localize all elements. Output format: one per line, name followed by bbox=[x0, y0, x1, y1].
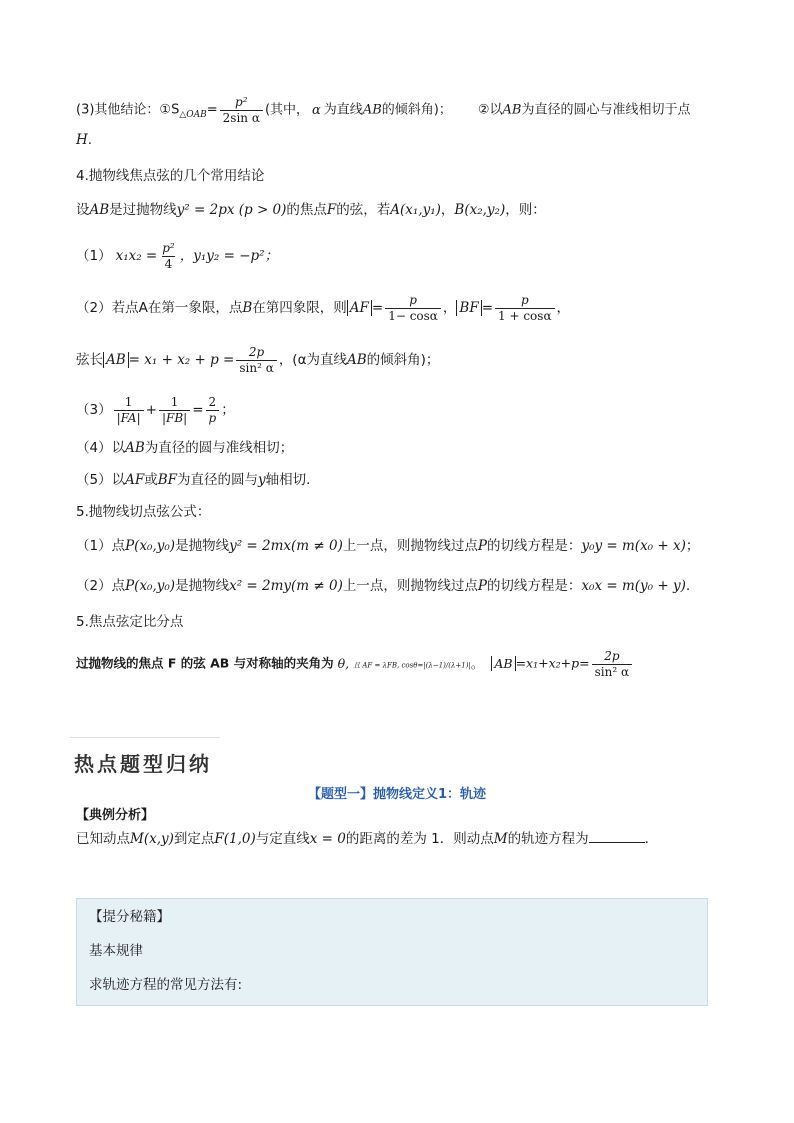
item-1-num: p² bbox=[162, 241, 175, 255]
focal-ratio-theta: θ, bbox=[337, 655, 350, 671]
example-text-e: 的轨迹方程为 bbox=[507, 831, 589, 847]
focal-ratio-x2: x₂ bbox=[548, 655, 561, 671]
conclusion-3-alpha: α bbox=[312, 102, 321, 118]
tip-box-line-1: 基本规律 bbox=[89, 943, 143, 959]
chord-fraction bbox=[236, 346, 276, 374]
tangent-1-d: 的切线方程是： bbox=[486, 538, 582, 554]
intro-f: F bbox=[326, 202, 337, 218]
tangent-2-p: P(x₀,y₀) bbox=[125, 578, 176, 594]
conclusion-3-second-lead: ②以 bbox=[477, 102, 503, 118]
item-3-fraction-1 bbox=[114, 396, 144, 424]
example-question bbox=[76, 828, 649, 849]
item-4 bbox=[76, 438, 293, 458]
focal-ratio-tiny-formula: 且 AF = λFB, cosθ=|(λ−1)/(λ+1)| bbox=[353, 661, 471, 670]
tangent-1-b: 是抛物线 bbox=[175, 538, 230, 554]
item-1-lhs: x₁x₂ = bbox=[115, 248, 158, 265]
focal-ratio-den: sin² α bbox=[592, 664, 632, 679]
item-2-fraction-2 bbox=[495, 294, 555, 322]
item-3-fraction-2 bbox=[159, 396, 190, 424]
item-1-den: 4 bbox=[162, 256, 176, 271]
focal-ratio-fraction bbox=[592, 650, 632, 678]
item-1-rest: ，y₁y₂ = −p²； bbox=[179, 248, 279, 265]
chord-eq: = x₁ + x₂ + p = bbox=[128, 352, 235, 369]
item-3-fraction-3 bbox=[206, 396, 220, 424]
section-4-intro bbox=[76, 200, 546, 220]
tangent-2-end: . bbox=[685, 578, 691, 594]
example-label: 【典例分析】 bbox=[76, 808, 155, 823]
item-5-af: AF bbox=[125, 472, 145, 488]
tangent-1-end: ； bbox=[685, 538, 700, 554]
intro-pb: B(x₂,y₂) bbox=[454, 202, 506, 218]
intro-pa: A(x₁,y₁) bbox=[390, 202, 441, 218]
tangent-2-d: 的切线方程是： bbox=[486, 578, 582, 594]
conclusion-3-den: 2sin α bbox=[220, 110, 263, 125]
chord-length bbox=[76, 346, 439, 374]
tangent-2-b: 是抛物线 bbox=[175, 578, 230, 594]
conclusion-3-sub: △OAB bbox=[179, 110, 207, 121]
example-m2: M bbox=[493, 831, 508, 847]
item-1-label: （1） bbox=[76, 248, 112, 265]
intro-b: 是过抛物线 bbox=[109, 202, 177, 218]
banner-divider bbox=[70, 737, 220, 738]
tangent-2 bbox=[76, 576, 690, 596]
section-6-title: 5.焦点弦定比分点 bbox=[76, 614, 184, 630]
item-2-eq: = bbox=[371, 300, 384, 317]
item-2-fraction-1 bbox=[385, 294, 441, 322]
item-2-num-2: p bbox=[520, 293, 529, 307]
focal-ratio-x1: x₁ bbox=[526, 655, 539, 671]
item-3-den-1: |FA| bbox=[114, 410, 144, 425]
focal-ratio-dot: 。 bbox=[470, 655, 484, 671]
item-4-b: 为直径的圆与准线相切； bbox=[144, 440, 294, 456]
focal-ratio-eq: = bbox=[515, 655, 527, 671]
tangent-2-eq: x² = 2my(m ≠ 0) bbox=[229, 578, 343, 594]
chord-den: sin² α bbox=[236, 360, 276, 375]
conclusion-3-paren: (其中， bbox=[264, 102, 310, 118]
item-3 bbox=[76, 396, 235, 424]
example-m: M(x,y) bbox=[130, 831, 174, 847]
intro-ab: AB bbox=[89, 202, 110, 218]
tangent-1-eq: y² = 2mx(m ≠ 0) bbox=[229, 538, 343, 554]
item-3-num-1: 1 bbox=[124, 395, 133, 409]
item-4-ab: AB bbox=[125, 440, 145, 456]
item-3-label: （3） bbox=[76, 402, 112, 419]
conclusion-3-num: p² bbox=[235, 95, 248, 109]
item-2-eq-2: = bbox=[481, 300, 494, 317]
chord-note-2: 的倾斜角)； bbox=[366, 352, 440, 369]
tangent-1 bbox=[76, 536, 699, 556]
tangent-1-p: P(x₀,y₀) bbox=[125, 538, 176, 554]
chord-num: 2p bbox=[248, 345, 265, 359]
conclusion-3-second: 为直径的圆心与准线相切于点 bbox=[521, 102, 691, 118]
item-2-label: （2）若点A在第一象限，点 bbox=[76, 300, 243, 317]
chord-ab: AB bbox=[103, 352, 129, 368]
banner-hot-topics: 热点题型归纳 bbox=[74, 752, 212, 776]
chord-a: 弦长 bbox=[76, 352, 103, 369]
item-2-b: B bbox=[242, 300, 253, 317]
example-f: F(1,0) bbox=[214, 831, 256, 847]
conclusion-3-eq: = bbox=[206, 102, 218, 118]
item-2-af: AF bbox=[347, 300, 372, 316]
chord-note: ，(α为直线 bbox=[278, 352, 347, 369]
example-line: x = 0 bbox=[309, 831, 346, 847]
item-2-bf: BF bbox=[456, 300, 481, 316]
conclusion-3-h: H bbox=[76, 132, 88, 148]
item-3-num-2: 1 bbox=[170, 395, 179, 409]
item-3-den-2: |FB| bbox=[159, 410, 190, 425]
item-4-a: （4）以 bbox=[76, 440, 126, 456]
example-text-b: 到定点 bbox=[173, 831, 215, 847]
focal-ratio-line bbox=[76, 650, 634, 678]
chord-note-ab: AB bbox=[346, 352, 367, 369]
intro-e: ， bbox=[440, 202, 455, 218]
item-2-sep: ， bbox=[442, 300, 457, 317]
example-end: . bbox=[644, 831, 649, 847]
tangent-1-c: 上一点，则抛物线过点 bbox=[342, 538, 478, 554]
focal-ratio-plus-1: + bbox=[538, 655, 549, 671]
section-4-title: 4.抛物线焦点弦的几个常用结论 bbox=[76, 168, 265, 184]
type-1-title: 【题型一】抛物线定义1：轨迹 bbox=[307, 787, 487, 802]
item-5-a: （5）以 bbox=[76, 472, 126, 488]
item-2-num-1: p bbox=[409, 293, 417, 307]
tangent-2-pp: P bbox=[477, 578, 487, 594]
tip-box bbox=[76, 898, 708, 1006]
item-2-end: ， bbox=[556, 300, 571, 317]
conclusion-3-desc: 为直线 bbox=[323, 102, 363, 118]
example-text-c: 与定直线 bbox=[255, 831, 310, 847]
focal-ratio-p: p bbox=[571, 655, 580, 671]
item-5-y: y bbox=[258, 472, 266, 488]
item-5-or: 或 bbox=[144, 472, 158, 488]
answer-blank[interactable] bbox=[589, 828, 645, 843]
focal-ratio-eq-2: = bbox=[579, 655, 590, 671]
intro-c: 的焦点 bbox=[286, 202, 327, 218]
intro-f2: ，则： bbox=[505, 202, 546, 218]
tangent-2-a: （2）点 bbox=[76, 578, 126, 594]
tip-box-line-2: 求轨迹方程的常见方法有: bbox=[89, 977, 243, 993]
intro-d: 的弦，若 bbox=[336, 202, 391, 218]
conclusion-3-lead: (3)其他结论：①S bbox=[76, 102, 180, 118]
item-5-c: 轴相切. bbox=[265, 472, 311, 488]
tip-box-title: 【提分秘籍】 bbox=[89, 909, 170, 925]
intro-eq: y² = 2px (p > 0) bbox=[176, 202, 287, 218]
example-text-d: 的距离的差为 1．则动点 bbox=[345, 831, 494, 847]
intro-a: 设 bbox=[76, 202, 90, 218]
conclusion-3-fraction bbox=[220, 96, 263, 124]
focal-ratio-bold: 过抛物线的焦点 F 的弦 AB 与对称轴的夹角为 bbox=[76, 655, 334, 671]
tangent-2-res: x₀x = m(y₀ + y) bbox=[581, 578, 686, 594]
item-1 bbox=[76, 242, 278, 270]
section-5-title: 5.抛物线切点弦公式： bbox=[76, 504, 211, 520]
item-3-end: ； bbox=[221, 402, 235, 419]
tangent-1-res: y₀y = m(x₀ + x) bbox=[581, 538, 686, 554]
focal-ratio-plus-2: + bbox=[560, 655, 572, 671]
conclusion-3-second-ab: AB bbox=[502, 102, 522, 118]
conclusion-3-desc2: 的倾斜角)； bbox=[381, 102, 452, 118]
item-2 bbox=[76, 294, 570, 322]
item-1-fraction bbox=[159, 242, 178, 270]
tangent-2-c: 上一点，则抛物线过点 bbox=[342, 578, 478, 594]
example-text-a: 已知动点 bbox=[76, 831, 130, 847]
item-5-b: 为直径的圆与 bbox=[177, 472, 259, 488]
conclusion-3-line bbox=[76, 96, 690, 125]
tangent-1-pp: P bbox=[477, 538, 487, 554]
item-2-mid: 在第四象限，则 bbox=[252, 300, 347, 317]
item-5 bbox=[76, 470, 310, 490]
item-2-den-1: 1− cosα bbox=[385, 308, 441, 323]
tangent-1-a: （1）点 bbox=[76, 538, 126, 554]
item-5-bf: BF bbox=[157, 472, 178, 488]
item-3-plus: + bbox=[145, 402, 157, 419]
conclusion-3-h-end: . bbox=[87, 132, 93, 148]
item-2-den-2: 1 + cosα bbox=[495, 308, 555, 323]
item-3-num-3: 2 bbox=[208, 395, 217, 409]
conclusion-3-wrap bbox=[76, 130, 92, 150]
focal-ratio-num: 2p bbox=[604, 649, 620, 663]
focal-ratio-ab: AB bbox=[491, 656, 515, 671]
conclusion-3-ab: AB bbox=[362, 102, 382, 118]
item-3-den-3: p bbox=[206, 410, 220, 425]
item-3-eq: = bbox=[192, 402, 204, 419]
